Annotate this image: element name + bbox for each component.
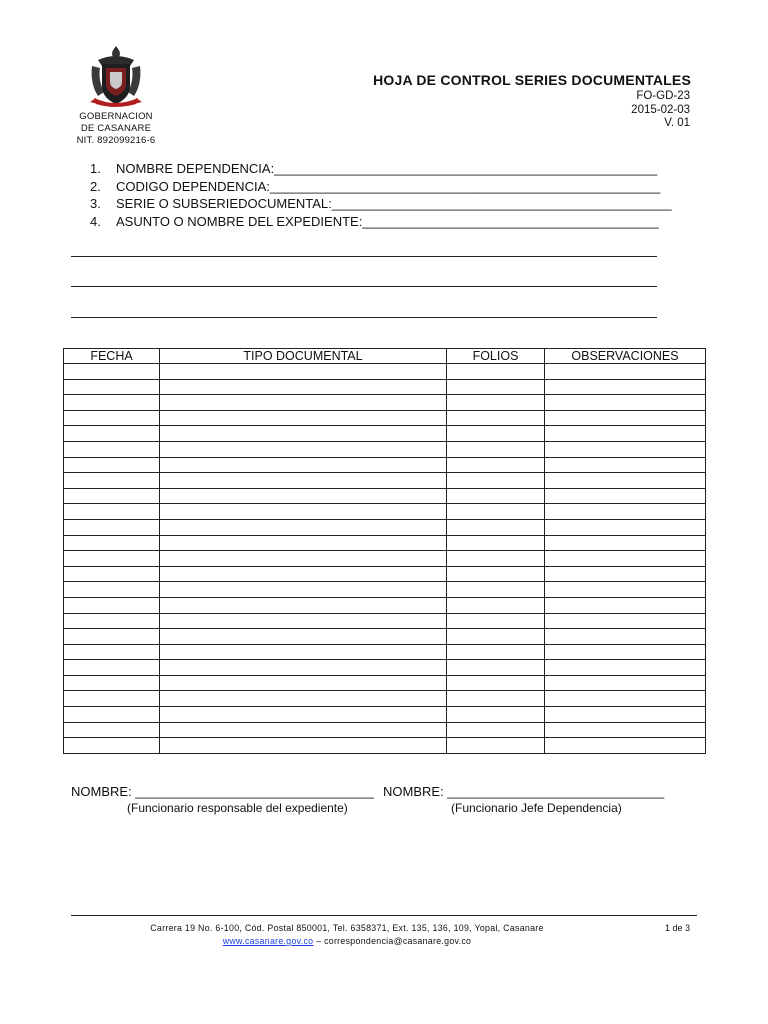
cell-observaciones[interactable]	[545, 738, 706, 754]
cell-folios[interactable]	[447, 644, 545, 660]
cell-observaciones[interactable]	[545, 379, 706, 395]
field-codigo-dependencia[interactable]	[90, 178, 672, 196]
column-header-fecha: FECHA	[64, 349, 160, 364]
table-row	[64, 566, 706, 582]
cell-observaciones[interactable]	[545, 441, 706, 457]
cell-folios[interactable]	[447, 426, 545, 442]
cell-tipo-documental[interactable]	[160, 644, 447, 660]
document-title: HOJA DE CONTROL SERIES DOCUMENTALES	[373, 72, 691, 88]
cell-observaciones[interactable]	[545, 535, 706, 551]
footer-contact	[71, 936, 623, 946]
table-row	[64, 613, 706, 629]
cell-observaciones[interactable]	[545, 551, 706, 567]
cell-fecha[interactable]	[64, 519, 160, 535]
field-number: 1.	[90, 161, 101, 176]
cell-folios[interactable]	[447, 379, 545, 395]
table-row	[64, 551, 706, 567]
document-meta	[631, 90, 690, 131]
cell-observaciones[interactable]	[545, 410, 706, 426]
blank-writing-line-1[interactable]	[71, 256, 657, 257]
org-nit: NIT. 892099216-6	[76, 135, 156, 146]
cell-observaciones[interactable]	[545, 629, 706, 645]
cell-fecha[interactable]	[64, 426, 160, 442]
org-name-line-1: GOBERNACION	[79, 111, 153, 122]
cell-tipo-documental[interactable]	[160, 722, 447, 738]
form-fields	[90, 160, 672, 230]
cell-folios[interactable]	[447, 613, 545, 629]
cell-folios[interactable]	[447, 473, 545, 489]
cell-tipo-documental[interactable]	[160, 488, 447, 504]
cell-fecha[interactable]	[64, 504, 160, 520]
cell-folios[interactable]	[447, 441, 545, 457]
document-version: V. 01	[664, 117, 690, 129]
signature-left-label[interactable]: NOMBRE: _________________________________	[71, 784, 374, 799]
cell-tipo-documental[interactable]	[160, 519, 447, 535]
cell-tipo-documental[interactable]	[160, 441, 447, 457]
table-row	[64, 488, 706, 504]
cell-fecha[interactable]	[64, 738, 160, 754]
cell-folios[interactable]	[447, 660, 545, 676]
cell-fecha[interactable]	[64, 582, 160, 598]
cell-tipo-documental[interactable]	[160, 566, 447, 582]
cell-observaciones[interactable]	[545, 566, 706, 582]
cell-fecha[interactable]	[64, 535, 160, 551]
cell-fecha[interactable]	[64, 691, 160, 707]
cell-folios[interactable]	[447, 551, 545, 567]
cell-folios[interactable]	[447, 597, 545, 613]
cell-tipo-documental[interactable]	[160, 707, 447, 723]
document-code: FO-GD-23	[636, 90, 690, 102]
table-row	[64, 395, 706, 411]
cell-fecha[interactable]	[64, 629, 160, 645]
cell-fecha[interactable]	[64, 551, 160, 567]
table-row	[64, 441, 706, 457]
cell-tipo-documental[interactable]	[160, 457, 447, 473]
footer-address: Carrera 19 No. 6-100, Cód. Postal 850001, Tel. 6358371, Ext. 135, 136, 109, Yopal, Casanare	[150, 923, 544, 933]
cell-fecha[interactable]	[64, 613, 160, 629]
cell-tipo-documental[interactable]	[160, 660, 447, 676]
organization-block	[66, 111, 166, 147]
cell-fecha[interactable]	[64, 379, 160, 395]
cell-tipo-documental[interactable]	[160, 738, 447, 754]
table-row	[64, 660, 706, 676]
cell-tipo-documental[interactable]	[160, 473, 447, 489]
column-header-folios: FOLIOS	[447, 349, 545, 364]
cell-folios[interactable]	[447, 364, 545, 380]
cell-tipo-documental[interactable]	[160, 504, 447, 520]
blank-writing-line-3[interactable]	[71, 317, 657, 318]
cell-observaciones[interactable]	[545, 722, 706, 738]
coat-of-arms-logo	[88, 44, 144, 110]
cell-folios[interactable]	[447, 707, 545, 723]
cell-observaciones[interactable]	[545, 519, 706, 535]
cell-folios[interactable]	[447, 629, 545, 645]
cell-folios[interactable]	[447, 395, 545, 411]
signature-right-label[interactable]: NOMBRE: ______________________________	[383, 784, 665, 799]
column-header-tipo-documental: TIPO DOCUMENTAL	[160, 349, 447, 364]
cell-fecha[interactable]	[64, 473, 160, 489]
cell-fecha[interactable]	[64, 597, 160, 613]
cell-observaciones[interactable]	[545, 504, 706, 520]
cell-folios[interactable]	[447, 410, 545, 426]
table-row	[64, 597, 706, 613]
cell-tipo-documental[interactable]	[160, 395, 447, 411]
footer-divider	[71, 915, 697, 916]
table-row	[64, 629, 706, 645]
cell-observaciones[interactable]	[545, 364, 706, 380]
cell-folios[interactable]	[447, 738, 545, 754]
control-table	[63, 348, 706, 754]
cell-fecha[interactable]	[64, 457, 160, 473]
cell-folios[interactable]	[447, 582, 545, 598]
table-row	[64, 473, 706, 489]
cell-fecha[interactable]	[64, 675, 160, 691]
cell-fecha[interactable]	[64, 566, 160, 582]
cell-observaciones[interactable]	[545, 582, 706, 598]
field-label: SERIE O SUBSERIEDOCUMENTAL:_______________________________________________	[116, 196, 672, 211]
table-row	[64, 707, 706, 723]
cell-fecha[interactable]	[64, 395, 160, 411]
field-label: NOMBRE DEPENDENCIA:_____________________________________________________	[116, 161, 658, 176]
cell-folios[interactable]	[447, 566, 545, 582]
cell-folios[interactable]	[447, 457, 545, 473]
field-label: ASUNTO O NOMBRE DEL EXPEDIENTE:_________________________________________	[116, 213, 659, 229]
cell-observaciones[interactable]	[545, 473, 706, 489]
table-row	[64, 644, 706, 660]
signature-right-caption: (Funcionario Jefe Dependencia)	[451, 801, 622, 815]
cell-tipo-documental[interactable]	[160, 426, 447, 442]
cell-folios[interactable]	[447, 488, 545, 504]
field-number: 4.	[90, 213, 101, 229]
signature-left-caption: (Funcionario responsable del expediente)	[127, 801, 348, 815]
table-row	[64, 519, 706, 535]
cell-observaciones[interactable]	[545, 707, 706, 723]
cell-tipo-documental[interactable]	[160, 613, 447, 629]
cell-fecha[interactable]	[64, 722, 160, 738]
table-row	[64, 457, 706, 473]
cell-fecha[interactable]	[64, 660, 160, 676]
cell-folios[interactable]	[447, 504, 545, 520]
cell-tipo-documental[interactable]	[160, 364, 447, 380]
table-row	[64, 738, 706, 754]
field-number: 3.	[90, 196, 101, 211]
table-row	[64, 722, 706, 738]
cell-folios[interactable]	[447, 535, 545, 551]
cell-observaciones[interactable]	[545, 597, 706, 613]
cell-observaciones[interactable]	[545, 660, 706, 676]
field-nombre-dependencia[interactable]	[90, 160, 672, 178]
page-number: 1 de 3	[664, 923, 690, 933]
cell-fecha[interactable]	[64, 644, 160, 660]
table-row	[64, 379, 706, 395]
cell-observaciones[interactable]	[545, 613, 706, 629]
table-row	[64, 691, 706, 707]
footer-separator: –	[313, 936, 325, 946]
table-row	[64, 410, 706, 426]
field-asunto-expediente[interactable]	[90, 213, 672, 231]
column-header-observaciones: OBSERVACIONES	[545, 349, 706, 364]
cell-tipo-documental[interactable]	[160, 551, 447, 567]
cell-folios[interactable]	[447, 675, 545, 691]
cell-observaciones[interactable]	[545, 426, 706, 442]
cell-observaciones[interactable]	[545, 457, 706, 473]
document-date: 2015-02-03	[631, 103, 690, 116]
cell-tipo-documental[interactable]	[160, 379, 447, 395]
cell-fecha[interactable]	[64, 364, 160, 380]
cell-folios[interactable]	[447, 691, 545, 707]
cell-fecha[interactable]	[64, 410, 160, 426]
cell-tipo-documental[interactable]	[160, 675, 447, 691]
field-label: CODIGO DEPENDENCIA:______________________________________________________	[116, 178, 661, 194]
cell-tipo-documental[interactable]	[160, 629, 447, 645]
cell-observaciones[interactable]	[545, 395, 706, 411]
table-row	[64, 582, 706, 598]
cell-tipo-documental[interactable]	[160, 535, 447, 551]
cell-tipo-documental[interactable]	[160, 410, 447, 426]
cell-fecha[interactable]	[64, 441, 160, 457]
field-serie-subserie[interactable]	[90, 195, 672, 213]
footer-email: correspondencia@casanare.gov.co	[324, 936, 472, 946]
cell-observaciones[interactable]	[545, 691, 706, 707]
cell-folios[interactable]	[447, 722, 545, 738]
cell-fecha[interactable]	[64, 707, 160, 723]
table-row	[64, 504, 706, 520]
table-row	[64, 675, 706, 691]
field-number: 2.	[90, 178, 101, 194]
cell-observaciones[interactable]	[545, 488, 706, 504]
cell-observaciones[interactable]	[545, 675, 706, 691]
cell-observaciones[interactable]	[545, 644, 706, 660]
table-header-row	[64, 349, 706, 364]
table-row	[64, 364, 706, 380]
cell-tipo-documental[interactable]	[160, 582, 447, 598]
cell-tipo-documental[interactable]	[160, 691, 447, 707]
blank-writing-line-2[interactable]	[71, 286, 657, 287]
table-row	[64, 535, 706, 551]
website-link[interactable]: www.casanare.gov.co	[222, 936, 314, 946]
table-body	[64, 364, 706, 754]
cell-folios[interactable]	[447, 519, 545, 535]
cell-tipo-documental[interactable]	[160, 597, 447, 613]
org-name-line-2: DE CASANARE	[80, 123, 152, 134]
table-row	[64, 426, 706, 442]
cell-fecha[interactable]	[64, 488, 160, 504]
